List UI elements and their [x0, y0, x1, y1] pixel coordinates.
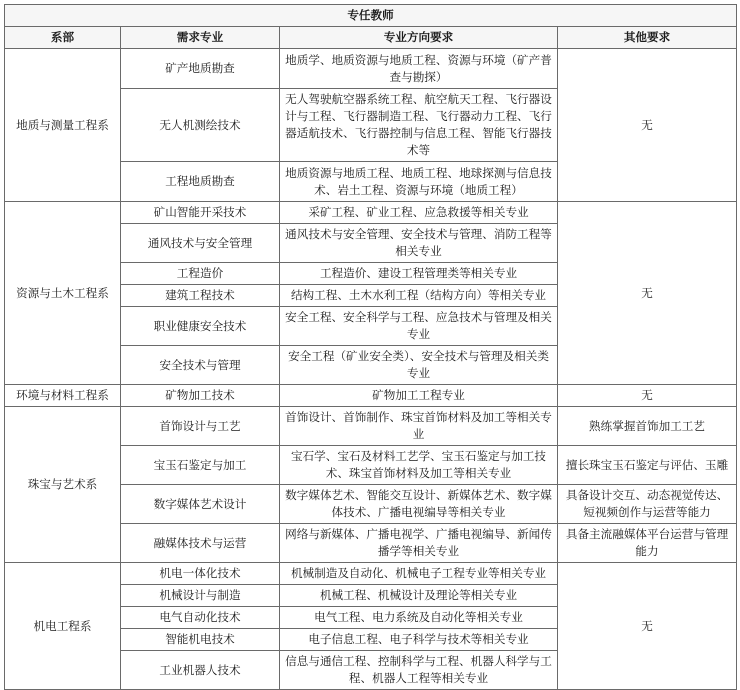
- direction-cell: 安全工程、安全科学与工程、应急技术与管理及相关专业: [280, 307, 558, 346]
- major-cell: 机械设计与制造: [121, 585, 280, 607]
- header-direction: 专业方向要求: [280, 27, 558, 49]
- major-cell: 建筑工程技术: [121, 285, 280, 307]
- department-cell: 地质与测量工程系: [5, 49, 121, 202]
- direction-cell: 地质学、地质资源与地质工程、资源与环境（矿产普查与勘探）: [280, 49, 558, 89]
- major-cell: 工业机器人技术: [121, 651, 280, 690]
- direction-cell: 安全工程（矿业安全类）、安全技术与管理及相关类专业: [280, 346, 558, 385]
- direction-cell: 结构工程、土木水利工程（结构方向）等相关专业: [280, 285, 558, 307]
- table-row: [5, 49, 737, 89]
- direction-cell: 地质资源与地质工程、地质工程、地球探测与信息技术、岩土工程、资源与环境（地质工程）: [280, 162, 558, 202]
- direction-cell: 矿物加工工程专业: [280, 385, 558, 407]
- teacher-requirements-table: [4, 4, 737, 690]
- major-cell: 工程地质勘查: [121, 162, 280, 202]
- other-requirement-cell: 熟练掌握首饰加工工艺: [558, 407, 737, 446]
- major-cell: 安全技术与管理: [121, 346, 280, 385]
- major-cell: 矿物加工技术: [121, 385, 280, 407]
- direction-cell: 电子信息工程、电子科学与技术等相关专业: [280, 629, 558, 651]
- major-cell: 融媒体技术与运营: [121, 524, 280, 563]
- major-cell: 首饰设计与工艺: [121, 407, 280, 446]
- table-row: [5, 563, 737, 585]
- direction-cell: 通风技术与安全管理、安全技术与管理、消防工程等相关专业: [280, 224, 558, 263]
- direction-cell: 采矿工程、矿业工程、应急救援等相关专业: [280, 202, 558, 224]
- direction-cell: 工程造价、建设工程管理类等相关专业: [280, 263, 558, 285]
- table-row: [5, 202, 737, 224]
- other-requirement-cell: 擅长珠宝玉石鉴定与评估、玉雕: [558, 446, 737, 485]
- department-cell: 珠宝与艺术系: [5, 407, 121, 563]
- header-other: 其他要求: [558, 27, 737, 49]
- header-department: 系部: [5, 27, 121, 49]
- other-requirement-cell: 无: [558, 49, 737, 202]
- other-requirement-cell: 具备主流融媒体平台运营与管理能力: [558, 524, 737, 563]
- major-cell: 矿产地质勘查: [121, 49, 280, 89]
- major-cell: 矿山智能开采技术: [121, 202, 280, 224]
- table-row: [5, 385, 737, 407]
- direction-cell: 机械制造及自动化、机械电子工程专业等相关专业: [280, 563, 558, 585]
- header-major: 需求专业: [121, 27, 280, 49]
- direction-cell: 电气工程、电力系统及自动化等相关专业: [280, 607, 558, 629]
- direction-cell: 无人驾驶航空器系统工程、航空航天工程、飞行器设计与工程、飞行器制造工程、飞行器动力工程、飞行器适航技术、飞行器控制与信息工程、智能飞行器技术等: [280, 89, 558, 162]
- department-cell: 资源与土木工程系: [5, 202, 121, 385]
- major-cell: 宝玉石鉴定与加工: [121, 446, 280, 485]
- table-row: [5, 407, 737, 446]
- other-requirement-cell: 具备设计交互、动态视觉传达、短视频创作与运营等能力: [558, 485, 737, 524]
- direction-cell: 网络与新媒体、广播电视学、广播电视编导、新闻传播学等相关专业: [280, 524, 558, 563]
- major-cell: 工程造价: [121, 263, 280, 285]
- major-cell: 职业健康安全技术: [121, 307, 280, 346]
- major-cell: 智能机电技术: [121, 629, 280, 651]
- direction-cell: 宝石学、宝石及材料工艺学、宝玉石鉴定与加工技术、珠宝首饰材料及加工等相关专业: [280, 446, 558, 485]
- direction-cell: 数字媒体艺术、智能交互设计、新媒体艺术、数字媒体技术、广播电视编导等相关专业: [280, 485, 558, 524]
- other-requirement-cell: 无: [558, 202, 737, 385]
- other-requirement-cell: 无: [558, 385, 737, 407]
- major-cell: 电气自动化技术: [121, 607, 280, 629]
- direction-cell: 首饰设计、首饰制作、珠宝首饰材料及加工等相关专业: [280, 407, 558, 446]
- direction-cell: 信息与通信工程、控制科学与工程、机器人科学与工程、机器人工程等相关专业: [280, 651, 558, 690]
- major-cell: 通风技术与安全管理: [121, 224, 280, 263]
- department-cell: 机电工程系: [5, 563, 121, 690]
- direction-cell: 机械工程、机械设计及理论等相关专业: [280, 585, 558, 607]
- major-cell: 数字媒体艺术设计: [121, 485, 280, 524]
- table-title: 专任教师: [5, 5, 737, 27]
- department-cell: 环境与材料工程系: [5, 385, 121, 407]
- other-requirement-cell: 无: [558, 563, 737, 690]
- major-cell: 无人机测绘技术: [121, 89, 280, 162]
- major-cell: 机电一体化技术: [121, 563, 280, 585]
